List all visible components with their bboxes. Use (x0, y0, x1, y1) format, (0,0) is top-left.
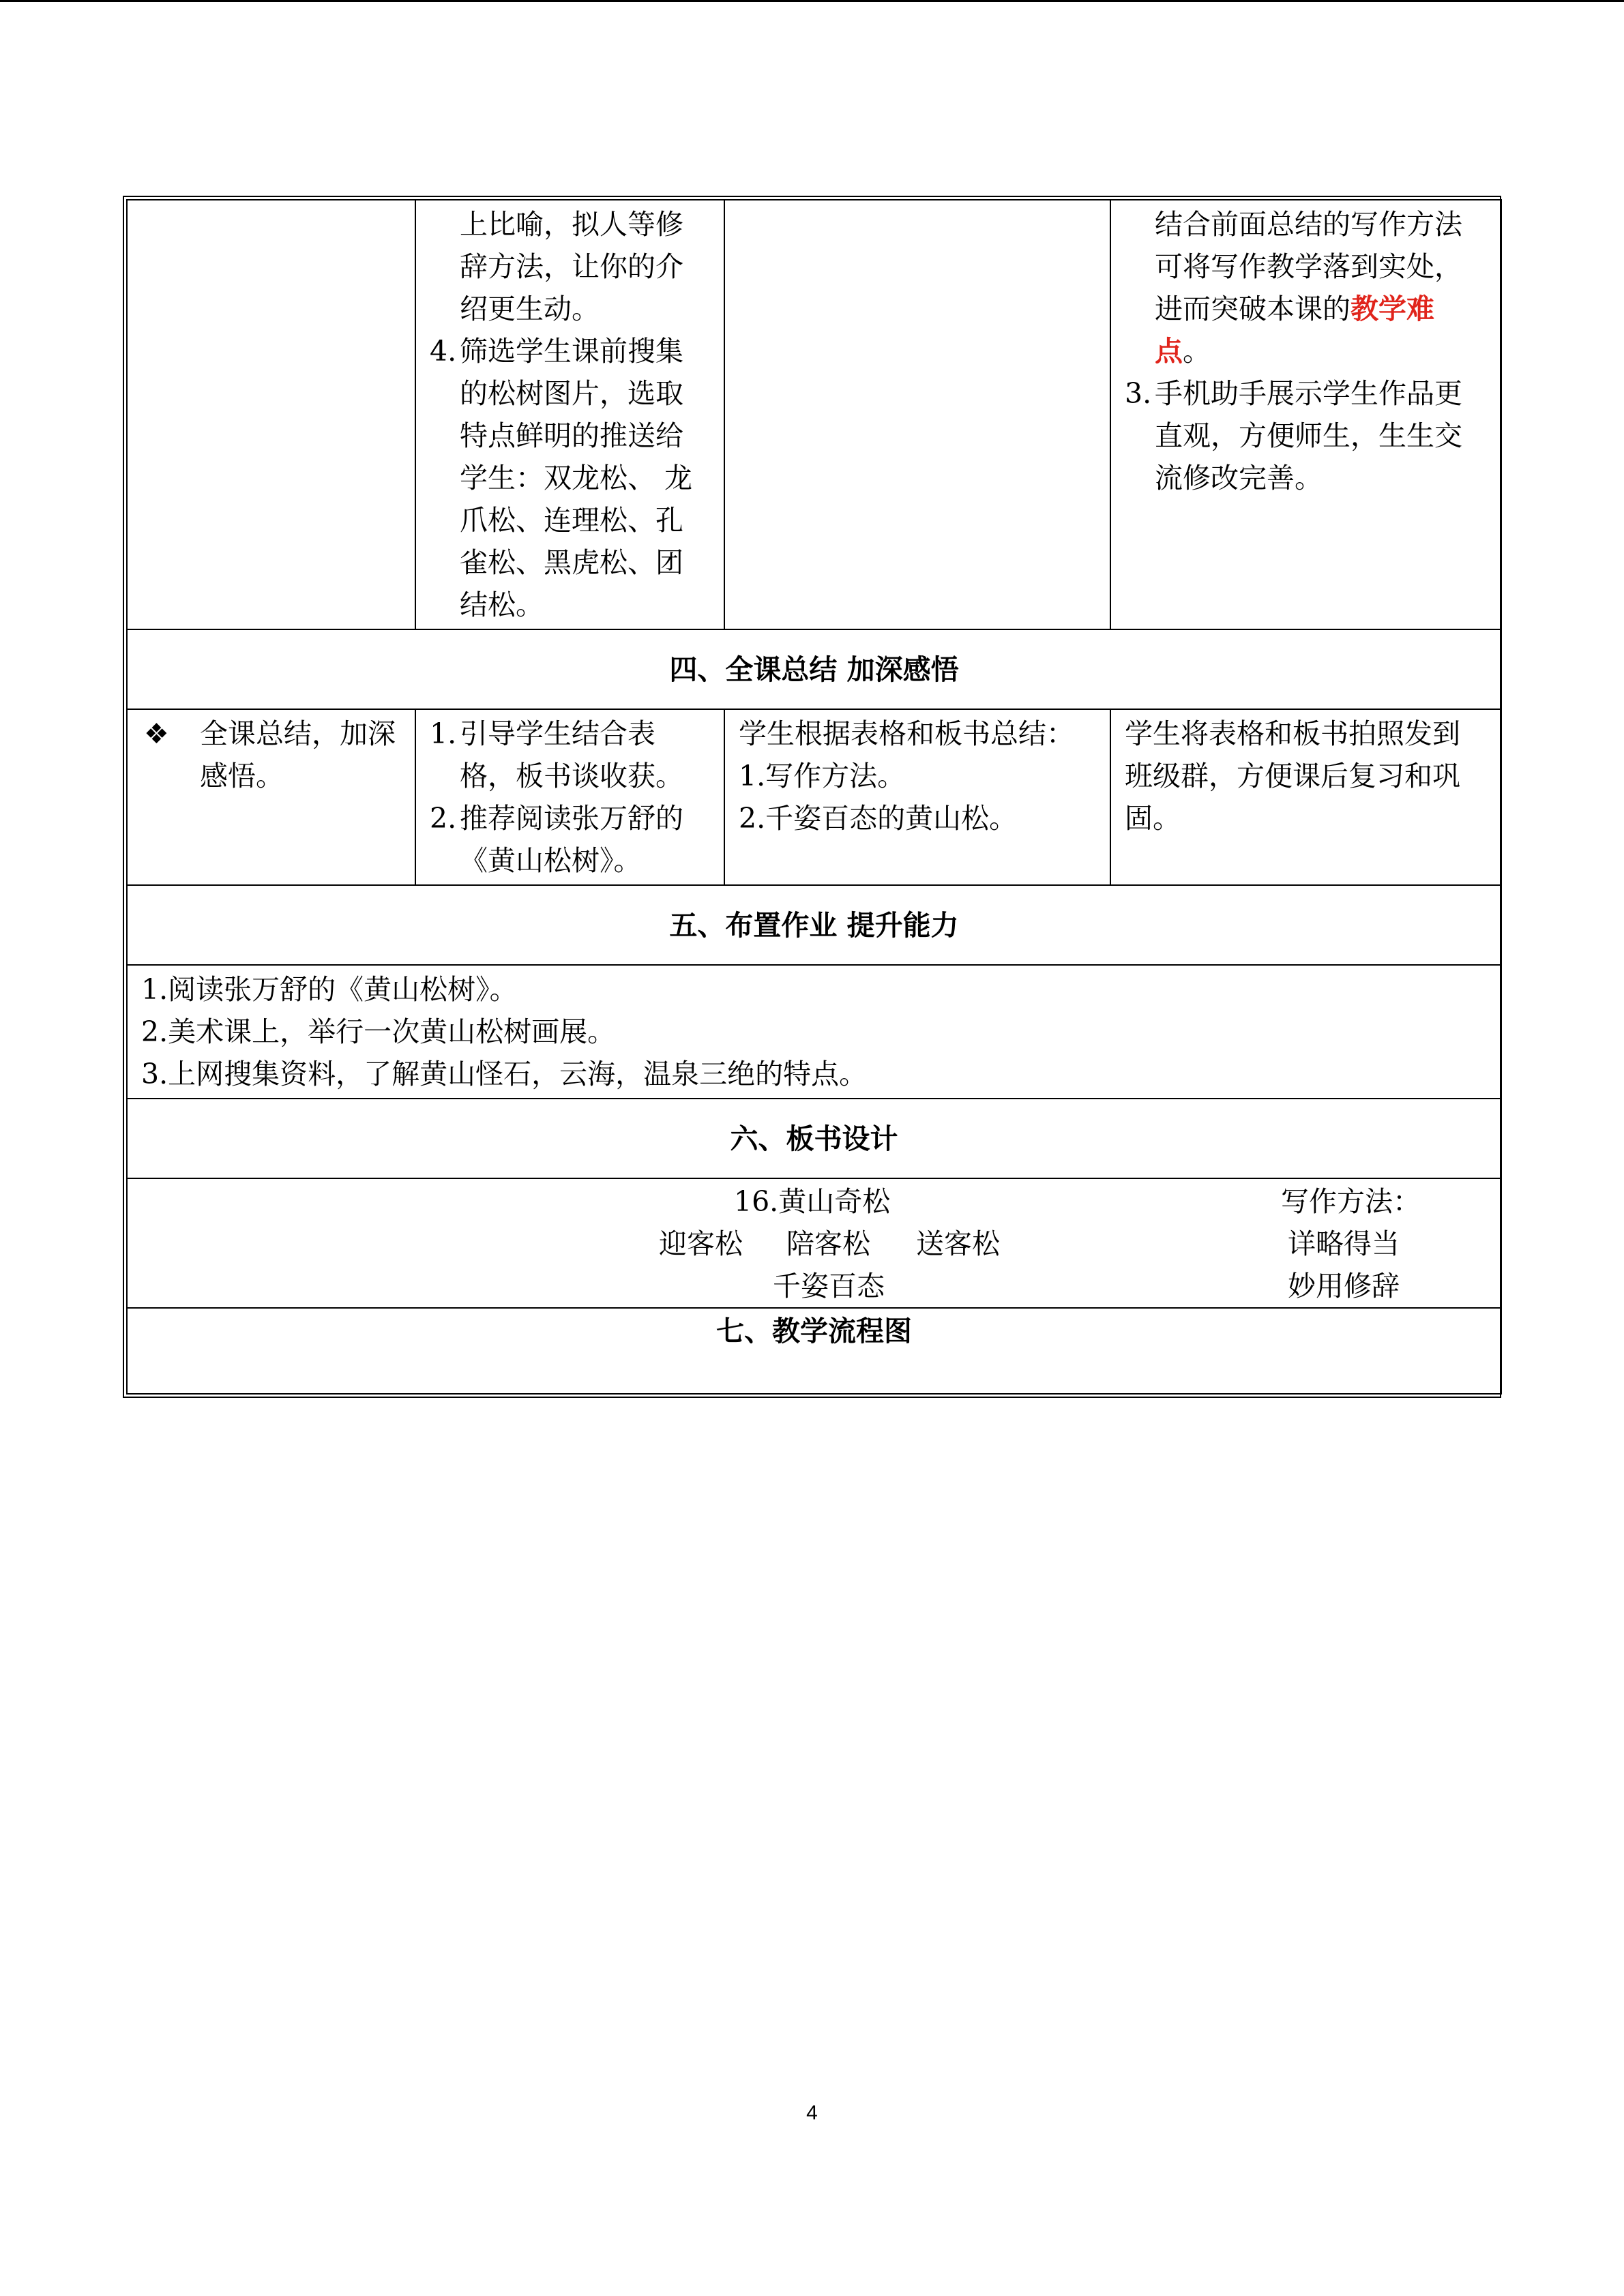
col4-continuation: 结合前面总结的写作方法可将写作教学落到实处，进而突破本课的教学难点。 (1155, 208, 1462, 368)
section4-col2-item: 2. 推荐阅读张万舒的《黄山松树》。 (430, 802, 683, 877)
pine-item: 陪客松 (786, 1227, 870, 1260)
homework-item: 3.上网搜集资料，了解黄山怪石，云海，温泉三绝的特点。 (141, 1058, 868, 1090)
col2-item-4: 4. 筛选学生课前搜集的松树图片，选取特点鲜明的推送给学生：双龙松、 龙爪松、连理松、孔雀松、黑虎松、团结松。 (430, 335, 693, 621)
section-5-title: 五、布置作业 提升能力 (127, 885, 1501, 965)
col2-continuation: 上比喻，拟人等修辞方法，让你的介绍更生动。 (460, 208, 683, 325)
section4-col3-item: 2.千姿百态的黄山松。 (739, 802, 1018, 835)
section4-col3-intro: 学生根据表格和板书总结： (739, 717, 1074, 750)
writing-methods-title: 写作方法： (1281, 1185, 1421, 1218)
section-6-title: 六、板书设计 (127, 1099, 1501, 1178)
section4-col3-item: 1.写作方法。 (739, 760, 906, 792)
diamond-bullet-icon: ❖ (144, 717, 169, 750)
writing-method: 详略得当 (1288, 1227, 1400, 1260)
continued-row (127, 200, 1501, 629)
continued-col2 (415, 200, 724, 629)
summary-bullet (144, 713, 401, 797)
continued-col4 (1110, 200, 1501, 629)
highlight-teaching-difficulty: 教学难点 (1155, 293, 1434, 368)
continued-col3 (724, 200, 1110, 629)
homework-item: 1.阅读张万舒的《黄山松树》。 (141, 973, 518, 1006)
section4-col2-item: 1. 引导学生结合表格，板书谈收获。 (430, 717, 683, 792)
col4-item-3: 3. 手机助手展示学生作品更直观，方便师生，生生交流修改完善。 (1125, 377, 1462, 494)
section-4-row (127, 709, 1501, 885)
section-4-title: 四、全课总结 加深感悟 (127, 629, 1501, 709)
board-summary: 千姿百态 (773, 1270, 885, 1302)
continued-col1 (127, 200, 415, 629)
page-number: 4 (806, 2102, 818, 2124)
lesson-plan-table (123, 196, 1501, 1398)
section4-col4-text: 学生将表格和板书拍照发到班级群，方便课后复习和巩固。 (1125, 717, 1460, 835)
page-top-border (0, 0, 1624, 2)
pine-item: 迎客松 (659, 1227, 743, 1260)
homework-item: 2.美术课上，举行一次黄山松树画展。 (141, 1015, 616, 1048)
summary-label: 全课总结，加深感悟。 (200, 717, 396, 792)
section-7-title: 七、教学流程图 (127, 1308, 1501, 1394)
homework-list (127, 965, 1501, 1099)
writing-method: 妙用修辞 (1288, 1270, 1400, 1302)
pine-item: 送客松 (916, 1227, 1000, 1260)
board-title: 16.黄山奇松 (734, 1185, 891, 1218)
board-design (127, 1178, 1501, 1308)
